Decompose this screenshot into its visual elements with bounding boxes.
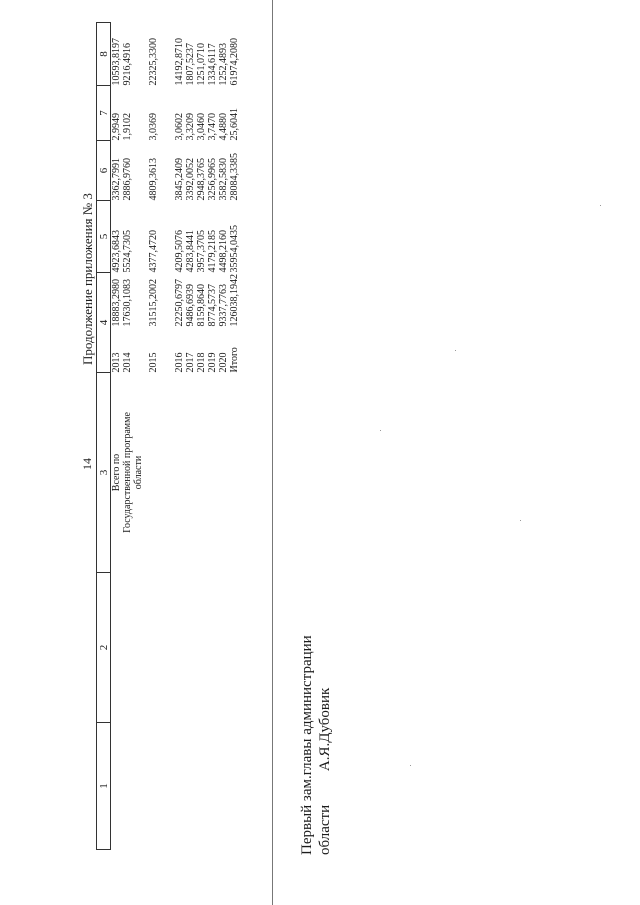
column-header: 2: [97, 573, 111, 723]
cell-col2: [111, 573, 241, 723]
page-number: 14: [80, 458, 94, 470]
program-title-line: Всего по: [111, 453, 122, 492]
value: 22250,6797: [174, 279, 185, 327]
year: 2013: [111, 352, 122, 373]
value: 8159,8640: [196, 284, 207, 327]
value: 3957,3705: [196, 230, 207, 273]
column-header: 3: [97, 373, 111, 573]
value: 4,4880: [218, 113, 229, 141]
value: 1807,5237: [185, 43, 196, 86]
scan-speck: [520, 520, 521, 521]
value: 4809,3613: [148, 158, 159, 201]
value: 2886,9760: [122, 158, 133, 201]
column-header: 6: [97, 141, 111, 201]
value: 3582,5830: [218, 158, 229, 201]
value: 14192,8710: [174, 38, 185, 86]
value: 3,0460: [196, 113, 207, 141]
signature-block: [298, 635, 334, 855]
value: 1334,6117: [207, 43, 218, 86]
column-header: 1: [97, 723, 111, 850]
signature-name: области А.Я.Дубовик: [317, 687, 333, 855]
column-header: 4: [97, 273, 111, 373]
value: 8774,5737: [207, 284, 218, 327]
value: 2948,3765: [196, 158, 207, 201]
year: 2020: [218, 352, 229, 373]
year: 2017: [185, 352, 196, 373]
total-value: 25,6041: [229, 108, 240, 141]
col5-cell: [111, 201, 241, 273]
value: 5524,7305: [122, 230, 133, 273]
column-number-row: [97, 23, 111, 850]
value: 3362,7991: [111, 158, 122, 201]
cell-col1: [111, 723, 241, 850]
value: 3,3209: [185, 113, 196, 141]
value: 9216,4916: [122, 43, 133, 86]
value: 4498,2160: [218, 230, 229, 273]
value: 4377,4720: [148, 230, 159, 273]
scan-speck: [455, 350, 456, 351]
column-header: 7: [97, 86, 111, 141]
col4-values: [111, 274, 240, 327]
value: 3256,9965: [207, 158, 218, 201]
years-cell: [111, 273, 241, 373]
value: 3,7470: [207, 113, 218, 141]
table-bottom-rule: [272, 0, 273, 905]
total-value: 61974,2080: [229, 38, 240, 86]
value: 3845,2409: [174, 158, 185, 201]
value: 9486,6939: [185, 284, 196, 327]
value: 4923,6843: [111, 230, 122, 273]
value: 4209,5076: [174, 230, 185, 273]
year: 2018: [196, 352, 207, 373]
value: 10593,8197: [111, 38, 122, 86]
value: 1,9102: [122, 113, 133, 141]
year: 2019: [207, 352, 218, 373]
appendix-title: Продолжение приложения № 3: [80, 193, 95, 365]
year: 2014: [122, 352, 133, 373]
total-value: 126038,1942: [229, 274, 240, 327]
data-table: [96, 22, 240, 850]
value: 3392,0052: [185, 158, 196, 201]
program-title-line: области: [133, 455, 144, 490]
col7-cell: [111, 86, 241, 141]
col6-cell: [111, 141, 241, 201]
total-value: 35954,0435: [229, 225, 240, 273]
value: 1252,4893: [218, 43, 229, 86]
value: 17630,1083: [122, 279, 133, 327]
value: 3,0369: [148, 113, 159, 141]
column-header: 5: [97, 201, 111, 273]
value: 4179,2185: [207, 230, 218, 273]
value: 1251,0710: [196, 43, 207, 86]
value: 9337,7763: [218, 284, 229, 327]
column-header: 8: [97, 23, 111, 86]
value: 31515,2002: [148, 279, 159, 327]
value: 3,0602: [174, 113, 185, 141]
total-value: 28084,3385: [229, 153, 240, 201]
value: 18883,2980: [111, 279, 122, 327]
table-row: [111, 23, 241, 850]
scan-speck: [410, 765, 411, 766]
signature-position: Первый зам.главы администрации: [299, 635, 315, 855]
scan-speck: [380, 430, 381, 431]
year: 2016: [174, 352, 185, 373]
program-title-line: Государственной программе: [122, 412, 133, 533]
value: 22325,3300: [148, 38, 159, 86]
program-title-cell: [111, 373, 241, 573]
year: 2015: [148, 352, 159, 373]
scan-speck: [600, 205, 601, 206]
value: 2,9949: [111, 113, 122, 141]
value: 4283,8441: [185, 230, 196, 273]
col8-cell: [111, 23, 241, 86]
total-label: Итого: [229, 347, 240, 373]
